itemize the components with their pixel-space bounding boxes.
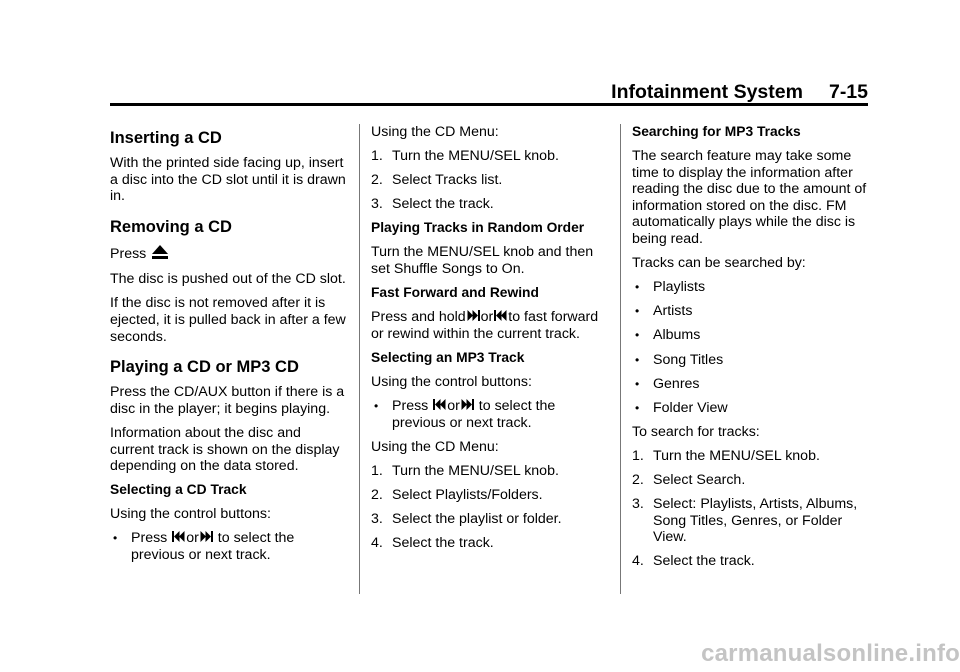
searching-mp3-heading: Searching for MP3 Tracks (632, 124, 801, 139)
playing-cd-text-1: Press the CD/AUX button if there is a disc in the player; it begins playing. (110, 384, 345, 417)
previous-track-icon (494, 309, 507, 322)
list-item: • Artists (635, 303, 693, 320)
fast-forward-heading: Fast Forward and Rewind (371, 285, 539, 301)
list-item: • Genres (635, 375, 700, 392)
column-2 (371, 124, 609, 559)
list-item: • Song Titles (635, 351, 724, 368)
previous-track-icon (172, 530, 185, 543)
selecting-cd-track-intro: Using the control buttons: (110, 506, 271, 523)
list-item: 2. Select Search. (632, 472, 746, 488)
selecting-cd-track-heading: Selecting a CD Track (110, 482, 247, 498)
list-item: • Folder View (635, 399, 728, 416)
list-item: • Albums (635, 327, 701, 344)
searching-mp3-text: The search feature may take some time to display the information after reading the disc due to the amount of information stored on the disc. FM automatically plays while the disc is being read. (632, 148, 867, 248)
playing-cd-text-2: Information about the disc and current track is shown on the display depending on the data stored. (110, 424, 340, 475)
remove-press-line (110, 244, 348, 263)
random-order-heading: Playing Tracks in Random Order (371, 220, 585, 236)
search-by-intro: Tracks can be searched by: (632, 255, 806, 272)
list-item: 3. Select the track. (371, 196, 494, 213)
list-item: • Press or to select the previous or next track. (113, 530, 295, 563)
next-track-icon (461, 398, 474, 411)
selecting-mp3-track-heading: Selecting an MP3 Track (371, 349, 525, 365)
list-item: 2. Select Playlists/Folders. (371, 487, 543, 503)
column-1 (110, 124, 348, 571)
column-divider (359, 124, 360, 594)
list-item: 1. Turn the MENU/SEL knob. (371, 462, 559, 479)
fast-forward-text: Press and hold or to fast forward or rewind within the current track. (371, 309, 599, 342)
next-track-icon (467, 309, 480, 322)
list-item: 4. Select the track. (632, 553, 755, 570)
remove-press-label: Press (110, 245, 147, 262)
bullet-dot: • (113, 531, 118, 546)
list-item: 1. Turn the MENU/SEL knob. (632, 447, 820, 464)
selecting-mp3-track-intro: Using the control buttons: (371, 374, 532, 391)
eject-icon (151, 244, 169, 260)
list-item: 3. Select the playlist or folder. (371, 511, 562, 528)
inserting-cd-text: With the printed side facing up, insert a disc into the CD slot until it is drawn in. (110, 155, 346, 205)
next-track-icon (200, 530, 213, 543)
cd-menu-intro: Using the CD Menu: (371, 124, 499, 140)
inserting-cd-heading: Inserting a CD (110, 129, 222, 147)
list-item: 1. Turn the MENU/SEL knob. (371, 148, 559, 165)
column-divider (620, 124, 621, 594)
previous-track-icon (433, 398, 446, 411)
cd-menu-intro-2: Using the CD Menu: (371, 438, 499, 455)
remove-text-1: The disc is pushed out of the CD slot. (110, 271, 346, 288)
bullet-dot: • (374, 399, 379, 414)
remove-text-2: If the disc is not removed after it is ejected, it is pulled back in after a few seconds. (110, 295, 346, 345)
column-3 (632, 124, 870, 577)
list-item: 4. Select the track. (371, 535, 494, 552)
watermark: carmanualsonline.info (701, 640, 960, 667)
random-order-text: Turn the MENU/SEL knob and then set Shuffle Songs to On. (371, 244, 594, 278)
list-item: • Press or to select the previous or next track. (374, 398, 556, 431)
list-item: 2. Select Tracks list. (371, 172, 503, 189)
section-title: Infotainment System (611, 81, 803, 103)
page-number: 7-15 (828, 81, 868, 103)
removing-cd-heading: Removing a CD (110, 217, 232, 236)
playing-cd-heading: Playing a CD or MP3 CD (110, 358, 299, 377)
header-rule (110, 103, 868, 106)
list-item: 3. Select: Playlists, Artists, Albums, Song Titles, Genres, or Folder View. (632, 496, 858, 546)
list-item: • Playlists (635, 279, 706, 296)
to-search-intro: To search for tracks: (632, 423, 760, 440)
page-header (110, 80, 868, 104)
